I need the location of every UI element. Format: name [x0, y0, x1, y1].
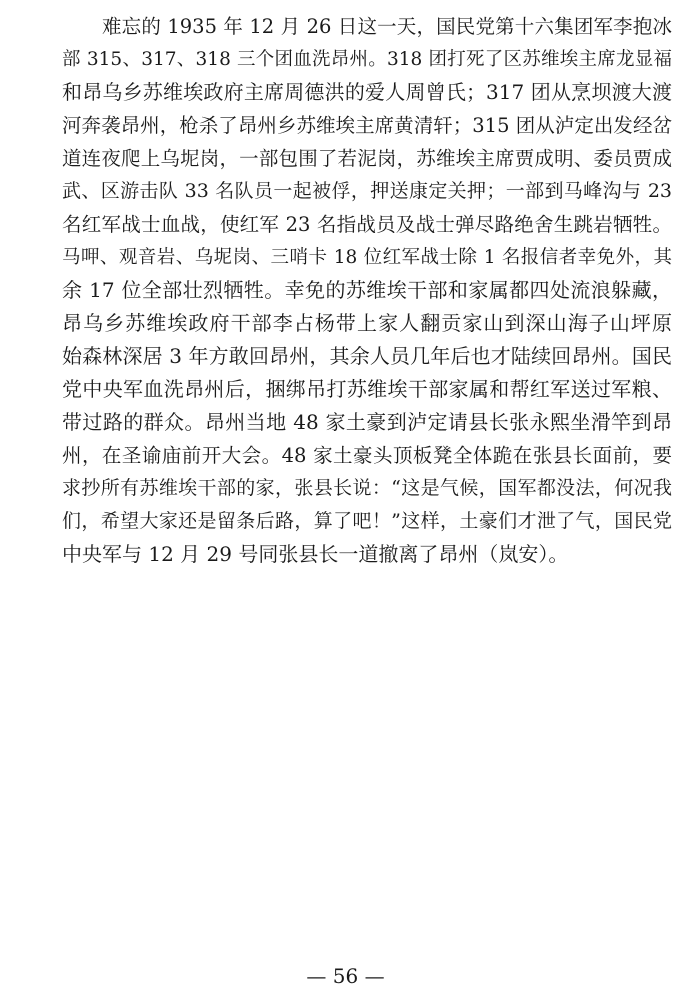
- body-paragraph: [62, 10, 672, 571]
- text-line-5: 道连夜爬上乌坭岗，一部包围了若泥岗，苏维埃主席贾成明、委员贾成: [62, 147, 672, 170]
- text-line-6: 武、区游击队 33 名队员一起被俘，押送康定关押；一部到马峰沟与 23: [62, 180, 672, 202]
- text-line-10: 昂乌乡苏维埃政府干部李占杨带上家人翻贡家山到深山海子山坪原: [62, 311, 672, 335]
- text-line-7: 名红军战士血战，使红军 23 名指战员及战士弹尽路绝舍生跳岩牺牲。: [62, 213, 672, 236]
- text-line-14: 州，在圣谕庙前开大会。48 家土豪头顶板凳全体跪在张县长面前，要: [62, 444, 672, 467]
- text-line-1: 难忘的 1935 年 12 月 26 日这一天，国民党第十六集团军李抱冰: [102, 15, 672, 38]
- text-line-2: 部 315、317、318 三个团血洗昂州。318 团打死了区苏维埃主席龙显福: [62, 49, 672, 70]
- text-line-4: 河奔袭昂州，枪杀了昂州乡苏维埃主席黄清轩；315 团从泸定出发经岔: [62, 114, 672, 137]
- text-line-13: 带过路的群众。昂州当地 48 家土豪到泸定请县长张永熙坐滑竿到昂: [62, 410, 672, 434]
- text-line-16: 们，希望大家还是留条后路，算了吧！”这样，土豪们才泄了气，国民党: [62, 510, 672, 532]
- text-line-9: 余 17 位全部壮烈牺牲。幸免的苏维埃干部和家属都四处流浪躲藏，: [62, 278, 672, 302]
- text-line-3: 和昂乌乡苏维埃政府主席周德洪的爱人周曾氏；317 团从烹坝渡大渡: [62, 80, 672, 104]
- text-line-12: 党中央军血洗昂州后，捆绑吊打苏维埃干部家属和帮红军送过军粮、: [62, 377, 672, 401]
- text-line-17: 中央军与 12 月 29 号同张县长一道撤离了昂州（岚安）。: [62, 542, 569, 566]
- text-line-15: 求抄所有苏维埃干部的家，张县长说：“这是气候，国军都没法，何况我: [62, 477, 672, 499]
- page-number: — 56 —: [306, 964, 385, 988]
- text-line-8: 马呷、观音岩、乌坭岗、三哨卡 18 位红军战士除 1 名报信者幸免外，其: [62, 247, 672, 268]
- text-line-11: 始森林深居 3 年方敢回昂州，其余人员几年后也才陆续回昂州。国民: [62, 344, 672, 368]
